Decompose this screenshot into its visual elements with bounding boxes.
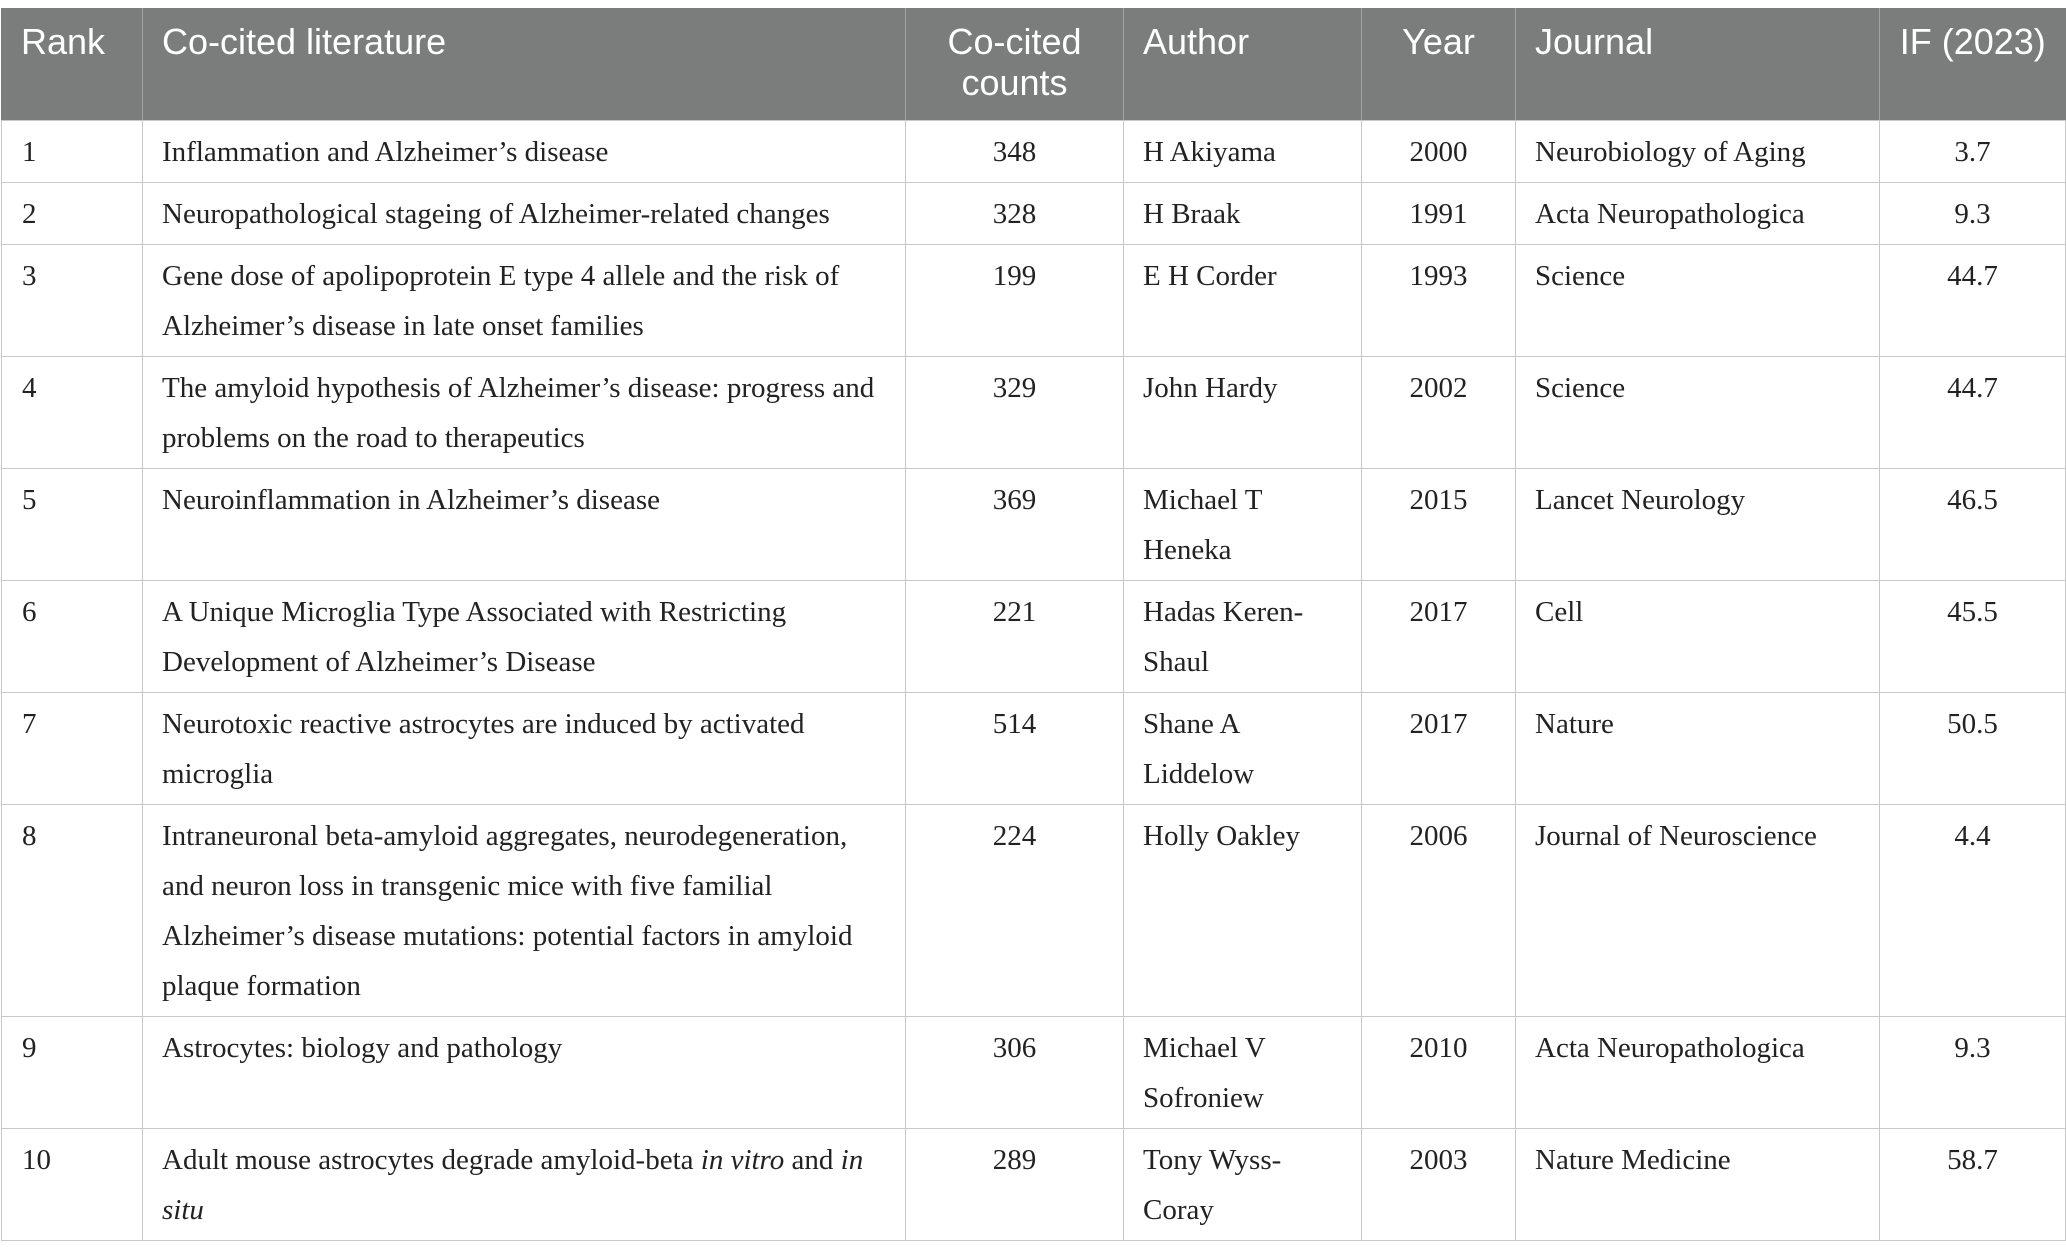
- cell-author: Shane A Liddelow: [1124, 692, 1362, 804]
- cell-year: 1993: [1362, 244, 1516, 356]
- cell-journal: Science: [1516, 244, 1880, 356]
- table-row: [2, 356, 2066, 468]
- header-co-cited-literature: Co-cited literature: [143, 8, 906, 120]
- cell-co-cited-literature: [143, 580, 906, 692]
- cell-author: Holly Oakley: [1124, 804, 1362, 1016]
- cell-journal: Neurobiology of Aging: [1516, 120, 1880, 182]
- title-part: Gene dose of apolipoprotein E type 4 allele and the risk of Alzheimer’s disease in late onset families: [162, 259, 840, 342]
- header-journal: Journal: [1516, 8, 1880, 120]
- cell-impact-factor: 44.7: [1880, 356, 2066, 468]
- cell-author: H Braak: [1124, 182, 1362, 244]
- cell-impact-factor: 4.4: [1880, 804, 2066, 1016]
- cell-journal: Cell: [1516, 580, 1880, 692]
- header-impact-factor: IF (2023): [1880, 8, 2066, 120]
- cell-rank: 6: [2, 580, 143, 692]
- cell-impact-factor: 50.5: [1880, 692, 2066, 804]
- cell-journal: Lancet Neurology: [1516, 468, 1880, 580]
- cell-co-cited-counts: 221: [906, 580, 1124, 692]
- cell-year: 2003: [1362, 1128, 1516, 1240]
- header-co-cited-counts: Co-cited counts: [906, 8, 1124, 120]
- cell-co-cited-literature: [143, 692, 906, 804]
- cell-author: Hadas Keren-Shaul: [1124, 580, 1362, 692]
- cell-rank: 7: [2, 692, 143, 804]
- cell-impact-factor: 9.3: [1880, 182, 2066, 244]
- cell-co-cited-counts: 369: [906, 468, 1124, 580]
- cell-rank: 8: [2, 804, 143, 1016]
- title-italic-part: in vitro: [700, 1143, 785, 1176]
- table-row: [2, 120, 2066, 182]
- cell-rank: 5: [2, 468, 143, 580]
- cell-co-cited-literature: [143, 120, 906, 182]
- cell-journal: Journal of Neuroscience: [1516, 804, 1880, 1016]
- cell-journal: Nature: [1516, 692, 1880, 804]
- cell-co-cited-counts: 514: [906, 692, 1124, 804]
- title-part: The amyloid hypothesis of Alzheimer’s disease: progress and problems on the road to therapeutics: [162, 371, 875, 454]
- header-year: Year: [1362, 8, 1516, 120]
- cell-co-cited-counts: 348: [906, 120, 1124, 182]
- table-row: [2, 182, 2066, 244]
- table-header: [2, 8, 2066, 120]
- table-row: [2, 804, 2066, 1016]
- cell-author: Michael V Sofroniew: [1124, 1016, 1362, 1128]
- cell-impact-factor: 46.5: [1880, 468, 2066, 580]
- table-row: [2, 1128, 2066, 1240]
- cell-year: 2006: [1362, 804, 1516, 1016]
- table-row: [2, 1016, 2066, 1128]
- cell-impact-factor: 44.7: [1880, 244, 2066, 356]
- table-row: [2, 580, 2066, 692]
- cell-co-cited-literature: [143, 1016, 906, 1128]
- cell-co-cited-literature: [143, 244, 906, 356]
- title-part: Intraneuronal beta-amyloid aggregates, neurodegeneration, and neuron loss in transgenic mice with five familial Alzheimer’s disease mutations: potential factors in amyloid plaque formation: [162, 819, 853, 1002]
- cell-co-cited-literature: [143, 182, 906, 244]
- cell-rank: 3: [2, 244, 143, 356]
- cell-year: 2000: [1362, 120, 1516, 182]
- cell-rank: 10: [2, 1128, 143, 1240]
- cell-author: Michael T Heneka: [1124, 468, 1362, 580]
- cell-co-cited-counts: 224: [906, 804, 1124, 1016]
- cell-co-cited-counts: 199: [906, 244, 1124, 356]
- cell-author: John Hardy: [1124, 356, 1362, 468]
- cell-co-cited-literature: [143, 356, 906, 468]
- cell-year: 2017: [1362, 580, 1516, 692]
- title-part: Inflammation and Alzheimer’s disease: [162, 135, 609, 168]
- cell-co-cited-literature: [143, 1128, 906, 1240]
- cell-journal: Science: [1516, 356, 1880, 468]
- title-part: A Unique Microglia Type Associated with Restricting Development of Alzheimer’s Disease: [162, 595, 787, 678]
- table-row: [2, 244, 2066, 356]
- cell-co-cited-counts: 289: [906, 1128, 1124, 1240]
- title-part: Neurotoxic reactive astrocytes are induced by activated microglia: [162, 707, 805, 790]
- table-body: [2, 120, 2066, 1240]
- cell-impact-factor: 3.7: [1880, 120, 2066, 182]
- cell-author: Tony Wyss-Coray: [1124, 1128, 1362, 1240]
- cell-journal: Acta Neuropathologica: [1516, 1016, 1880, 1128]
- cell-year: 2002: [1362, 356, 1516, 468]
- title-part: Neuropathological stageing of Alzheimer-related changes: [162, 197, 830, 230]
- cell-year: 1991: [1362, 182, 1516, 244]
- cell-co-cited-literature: [143, 804, 906, 1016]
- title-part: Astrocytes: biology and pathology: [162, 1031, 563, 1064]
- cell-impact-factor: 58.7: [1880, 1128, 2066, 1240]
- cell-impact-factor: 9.3: [1880, 1016, 2066, 1128]
- table-row: [2, 468, 2066, 580]
- cell-year: 2010: [1362, 1016, 1516, 1128]
- cell-year: 2015: [1362, 468, 1516, 580]
- cell-co-cited-counts: 306: [906, 1016, 1124, 1128]
- cell-year: 2017: [1362, 692, 1516, 804]
- header-rank: Rank: [2, 8, 143, 120]
- header-author: Author: [1124, 8, 1362, 120]
- cell-co-cited-counts: 329: [906, 356, 1124, 468]
- cell-rank: 2: [2, 182, 143, 244]
- title-part: Neuroinflammation in Alzheimer’s disease: [162, 483, 660, 516]
- table-row: [2, 692, 2066, 804]
- cell-rank: 9: [2, 1016, 143, 1128]
- cell-co-cited-counts: 328: [906, 182, 1124, 244]
- title-part: and: [784, 1143, 841, 1176]
- cell-journal: Acta Neuropathologica: [1516, 182, 1880, 244]
- cell-author: H Akiyama: [1124, 120, 1362, 182]
- cell-co-cited-literature: [143, 468, 906, 580]
- header-row: [2, 8, 2066, 120]
- cell-rank: 4: [2, 356, 143, 468]
- title-italic-part: in situ: [162, 1143, 864, 1226]
- co-cited-literature-table: [1, 8, 2066, 1241]
- cell-author: E H Corder: [1124, 244, 1362, 356]
- title-part: Adult mouse astrocytes degrade amyloid-beta: [162, 1143, 701, 1176]
- cell-impact-factor: 45.5: [1880, 580, 2066, 692]
- cell-rank: 1: [2, 120, 143, 182]
- cell-journal: Nature Medicine: [1516, 1128, 1880, 1240]
